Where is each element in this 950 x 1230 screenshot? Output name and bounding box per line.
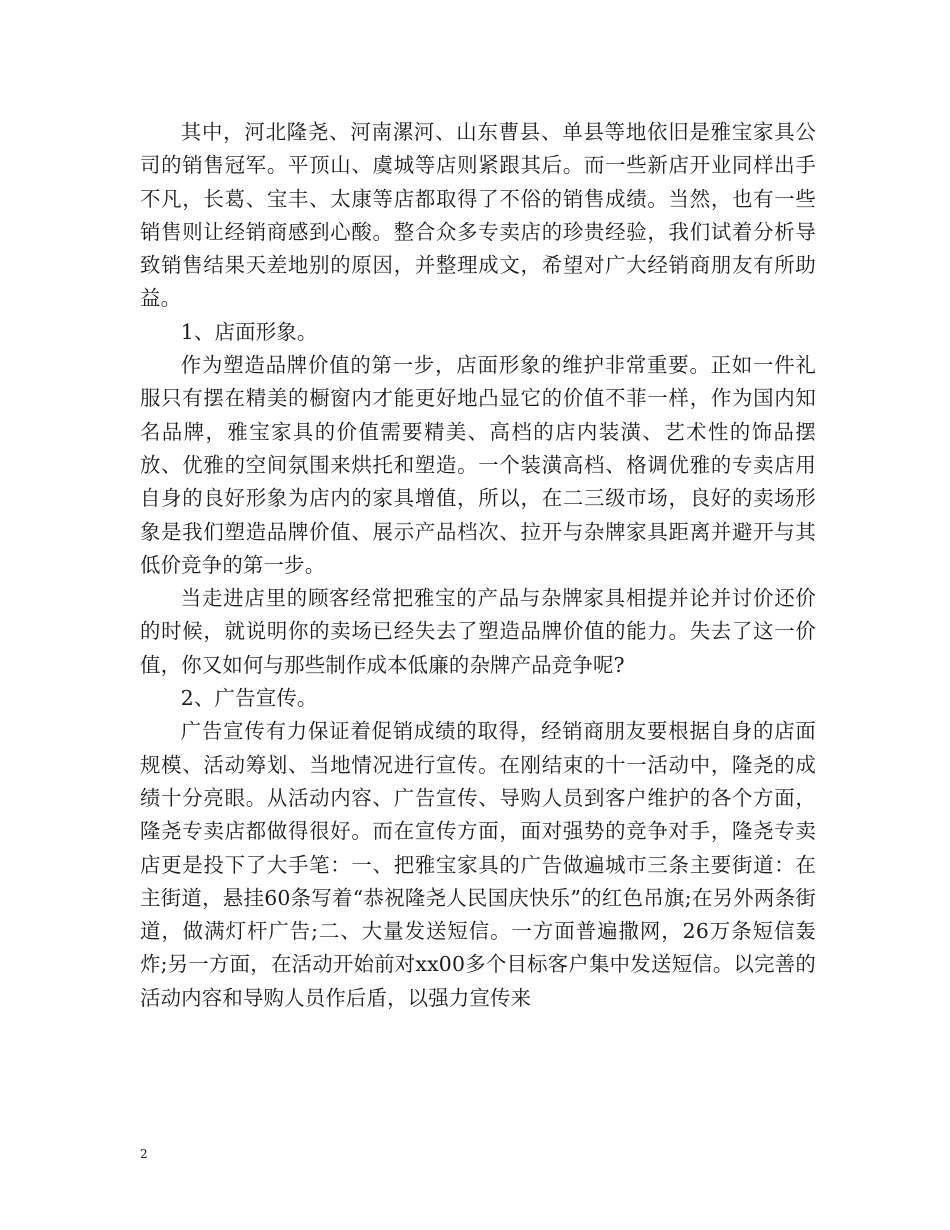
section-heading-advertising: 2、广告宣传。 — [180, 686, 318, 711]
paragraph-advertising: 广告宣传有力保证着促销成绩的取得，经销商朋友要根据自身的店面规模、活动筹划、当地情况进行宣传。在刚结束的十一活动中，隆尧的成绩十分亮眼。从活动内容、广告宣传、导购人员到客户维护的各个方面，隆尧专卖店都做得很好。而在宣传方面，面对强势的竞争对手，隆尧专卖店更是投下了大手笔：一、把雅宝家具的广告做遍城市三条主要街道：在主街道，悬挂60条写着“恭祝隆尧人民国庆快乐”的红色吊旗;在另外两条街道，做满灯杆广告;二、大量发送短信。一方面普遍撒网，26万条短信轰炸;另一方面，在活动开始前对xx00多个目标客户集中发送短信。以完善的活动内容和导购人员作后盾，以强力宣传来 — [140, 719, 816, 1010]
paragraph-intro: 其中，河北隆尧、河南漯河、山东曹县、单县等地依旧是雅宝家具公司的销售冠军。平顶山、虞城等店则紧跟其后。而一些新店开业同样出手不凡，长葛、宝丰、太康等店都取得了不俗的销售成绩。当然，也有一些销售则让经销商感到心酸。整合众多专卖店的珍贵经验，我们试着分析导致销售结果天差地别的原因，并整理成文，希望对广大经销商朋友有所助益。 — [140, 120, 816, 311]
section-heading-store-image: 1、店面形象。 — [180, 319, 318, 344]
document-body — [140, 116, 816, 1015]
paragraph-brand-value: 当走进店里的顾客经常把雅宝的产品与杂牌家具相提并论并讨价还价的时候，就说明你的卖场已经失去了塑造品牌价值的能力。失去了这一价值，你又如何与那些制作成本低廉的杂牌产品竞争呢? — [140, 586, 816, 677]
page-number: 2 — [140, 1147, 148, 1161]
paragraph-store-image: 作为塑造品牌价值的第一步，店面形象的维护非常重要。正如一件礼服只有摆在精美的橱窗内才能更好地凸显它的价值不菲一样，作为国内知名品牌，雅宝家具的价值需要精美、高档的店内装潢、艺术性的饰品摆放、优雅的空间氛围来烘托和塑造。一个装潢高档、格调优雅的专卖店用自身的良好形象为店内的家具增值，所以，在二三级市场，良好的卖场形象是我们塑造品牌价值、展示产品档次、拉开与杂牌家具距离并避开与其低价竞争的第一步。 — [140, 353, 816, 577]
